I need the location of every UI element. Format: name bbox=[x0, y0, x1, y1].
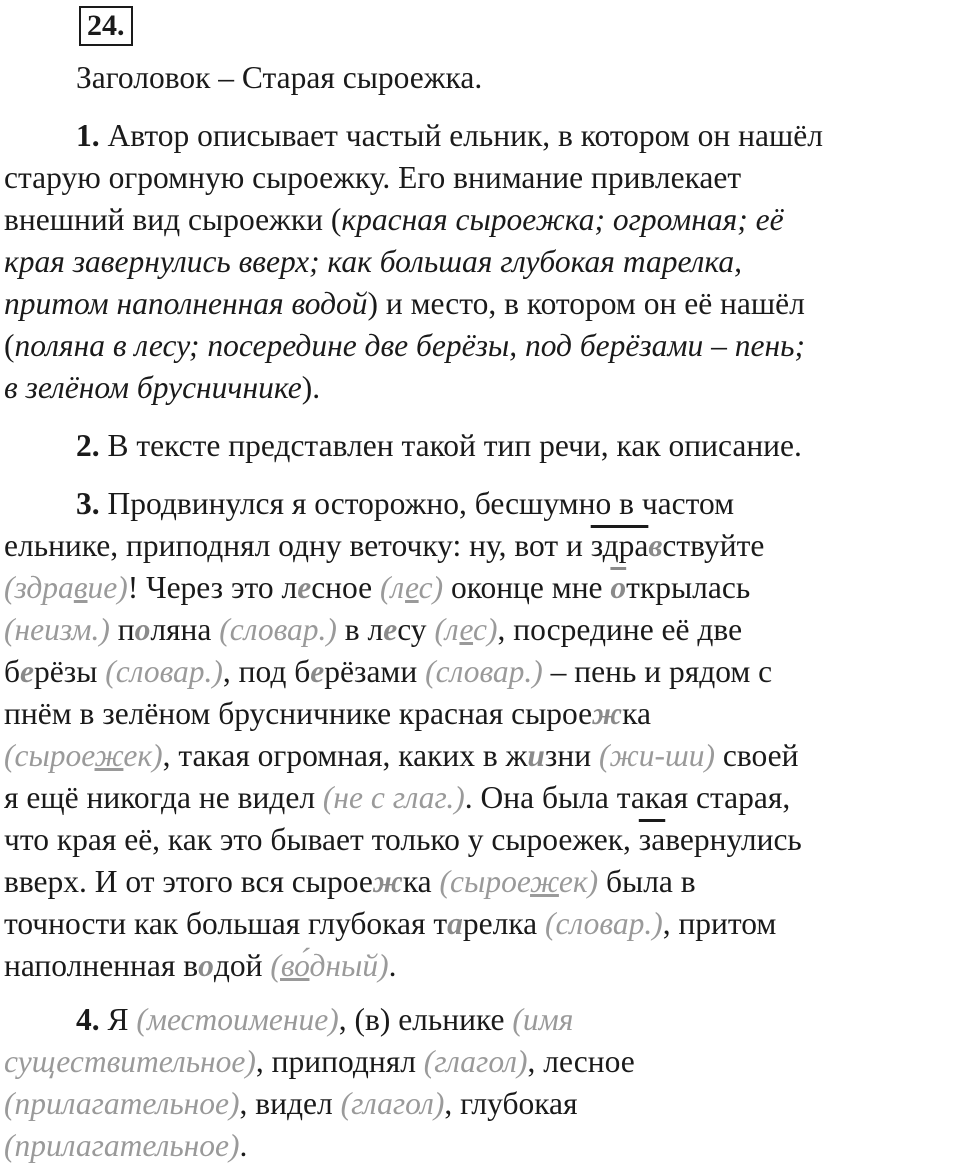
p3-line-3: (здравие)! Через это лесное (лес) оконце мне открылась bbox=[4, 570, 751, 605]
p3-line-1: 3. Продвинулся я осторожно, бесшумно в частом bbox=[76, 486, 735, 521]
p3-number: 3. bbox=[76, 486, 100, 521]
exercise-number: 24. bbox=[79, 6, 133, 46]
p4-line-2: существительное), приподнял (глагол), лесное bbox=[4, 1044, 635, 1079]
p3-line-6: пнём в зелёном брусничнике красная сыроежка bbox=[4, 696, 651, 731]
p3-line-2: ельнике, приподнял одну веточку: ну, вот и здравствуйте bbox=[4, 528, 765, 563]
p1-line-2: старую огромную сыроежку. Его внимание привлекает bbox=[4, 160, 742, 195]
p4-line-4: (прилагательное). bbox=[4, 1128, 248, 1163]
p1-line-4: края завернулись вверх; как большая глубокая тарелка, bbox=[4, 244, 742, 279]
p3-line-8: я ещё никогда не видел (не с глаг.). Она была такая старая, bbox=[4, 780, 791, 815]
p3-line-11: точности как большая глубокая тарелка (словар.), притом bbox=[4, 906, 777, 941]
p4-line-3: (прилагательное), видел (глагол), глубокая bbox=[4, 1086, 578, 1121]
p1-line-6: (поляна в лесу; посередине две берёзы, под берёзами – пень; bbox=[4, 328, 805, 363]
p1-line-1: 1. Автор описывает частый ельник, в котором он нашёл bbox=[76, 118, 823, 153]
p3-line-10: вверх. И от этого вся сыроежка (сыроежек) была в bbox=[4, 864, 696, 899]
p3-line-7: (сыроежек), такая огромная, каких в жизни (жи-ши) своей bbox=[4, 738, 799, 773]
p1-line-7: в зелёном брусничнике). bbox=[4, 370, 321, 405]
p2-number: 2. bbox=[76, 428, 100, 463]
p1-line-3: внешний вид сыроежки (красная сыроежка; огромная; её bbox=[4, 202, 784, 237]
p1-line-5: притом наполненная водой) и место, в котором он её нашёл bbox=[4, 286, 805, 321]
p4-line-1: 4. Я (местоимение), (в) ельнике (имя bbox=[76, 1002, 574, 1037]
p1-number: 1. bbox=[76, 118, 100, 153]
p4-number: 4. bbox=[76, 1002, 100, 1037]
p2-line-1: 2. В тексте представлен такой тип речи, как описание. bbox=[76, 428, 802, 463]
title-line: Заголовок – Старая сыроежка. bbox=[76, 60, 483, 95]
p3-line-5: берёзы (словар.), под берёзами (словар.) – пень и рядом с bbox=[4, 654, 773, 689]
p3-line-9: что края её, как это бывает только у сыроежек, завернулись bbox=[4, 822, 802, 857]
p3-line-12: наполненная водой (во́дный). bbox=[4, 948, 397, 983]
p3-line-4: (неизм.) поляна (словар.) в лесу (лес), посредине её две bbox=[4, 612, 743, 647]
